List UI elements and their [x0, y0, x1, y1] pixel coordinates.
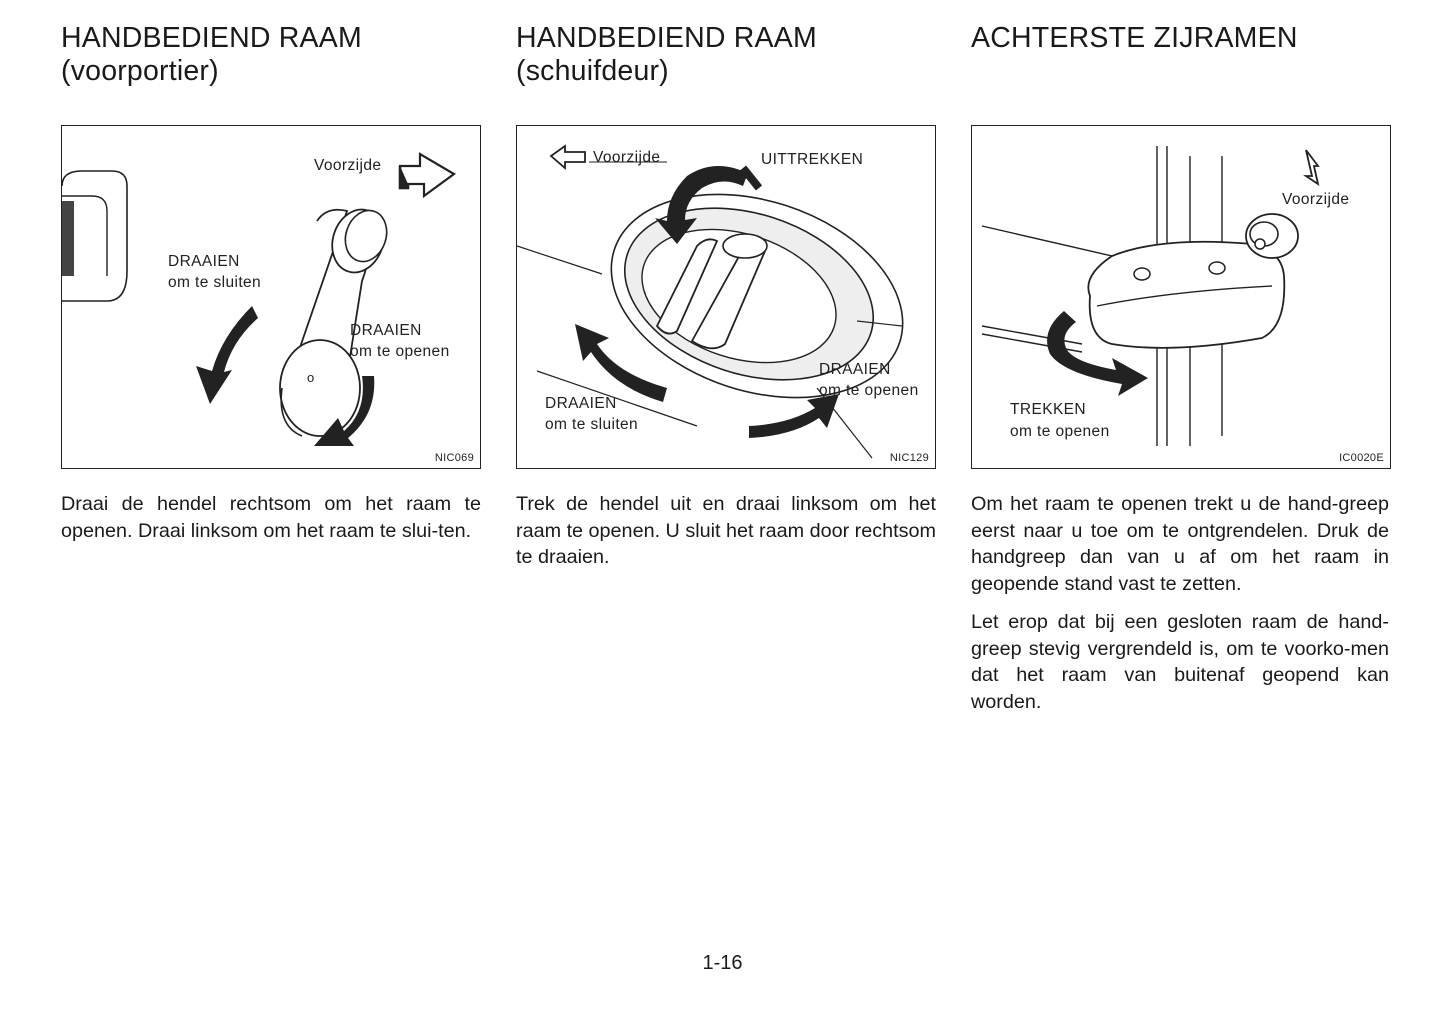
- crank-handle-illustration: [62, 126, 480, 468]
- label-open-2: om te openen: [350, 343, 450, 360]
- section-title: [61, 22, 362, 88]
- label-front: Voorzijde: [1282, 191, 1350, 208]
- label-close-1: DRAAIEN: [168, 253, 240, 270]
- svg-text:o: o: [307, 370, 315, 385]
- figure-code: IC0020E: [1339, 452, 1384, 464]
- figure-window-crank-sliding: [516, 125, 936, 469]
- label-open-1: DRAAIEN: [819, 361, 891, 378]
- section-title-line2: (schuifdeur): [516, 55, 669, 87]
- label-open-2: om te openen: [819, 382, 919, 399]
- figure-window-crank-front: [61, 125, 481, 469]
- figure-code: NIC069: [434, 452, 474, 464]
- section-title-line2: (voorportier): [61, 55, 219, 87]
- section-body: [516, 491, 936, 583]
- paragraph: Om het raam te openen trekt u de hand-greep eerst naar u toe om te ontgrendelen. Druk de handgreep dan van u af om het raam in geopende stand vast te zetten.: [971, 493, 1389, 595]
- section-title: [971, 22, 1298, 55]
- label-front: Voorzijde: [314, 157, 382, 174]
- label-pull: UITTREKKEN: [761, 151, 864, 168]
- page-number: 1-16: [702, 952, 743, 974]
- section-body: [61, 491, 481, 556]
- section-title-line1: HANDBEDIEND RAAM: [516, 22, 817, 54]
- label-front: Voorzijde: [593, 149, 661, 166]
- section-title: [516, 22, 817, 88]
- label-close-2: om te sluiten: [168, 274, 262, 291]
- section-body: [971, 491, 1389, 727]
- label-open-1: DRAAIEN: [350, 322, 422, 339]
- label-close-1: DRAAIEN: [545, 395, 617, 412]
- label-close-2: om te sluiten: [545, 416, 639, 433]
- paragraph: Trek de hendel uit en draai linksom om het raam te openen. U sluit het raam door rechtsom te draaien.: [516, 493, 937, 568]
- paragraph: Draai de hendel rechtsom om het raam te openen. Draai linksom om het raam te slui-ten.: [61, 493, 481, 542]
- figure-code: NIC129: [889, 452, 929, 464]
- label-pull-2: om te openen: [1010, 423, 1110, 440]
- paragraph: Let erop dat bij een gesloten raam de hand-greep stevig vergrendeld is, om te voorko-men dat het raam van buitenaf geopend kan worden.: [971, 611, 1389, 713]
- section-title-line1: HANDBEDIEND RAAM: [61, 22, 362, 54]
- figure-rear-window-latch: [971, 125, 1391, 469]
- label-pull-1: TREKKEN: [1010, 401, 1087, 418]
- section-title-line1: ACHTERSTE ZIJRAMEN: [971, 22, 1298, 54]
